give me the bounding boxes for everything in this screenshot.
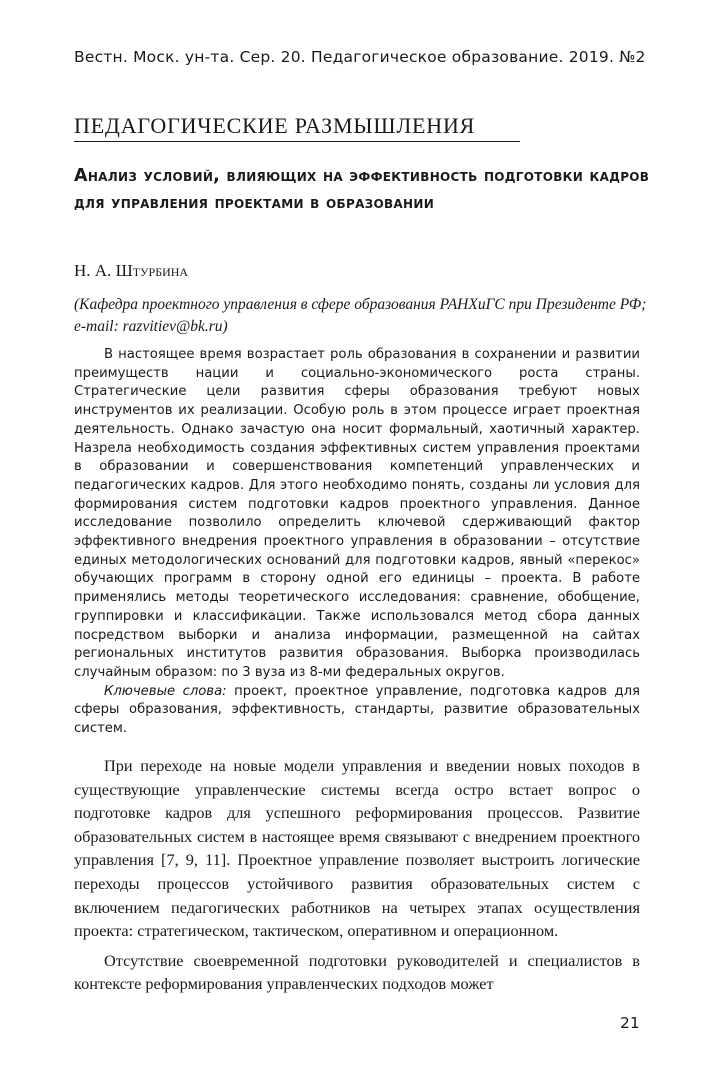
author-initials: Н. А. bbox=[74, 261, 116, 280]
abstract-text: В настоящее время возрастает роль образования в сохранении и развитии преимуществ нации и социально-экономического роста страны. Стратегические цели развития сферы образования требуют новых инструментов их реализации. Особую роль в этом процессе играет проектная деятельность. Однако зачастую она носит формальный, хаотичный характер. Назрела необходимость создания эффективных систем управления проектами в образовании и совершенствования компетенций управленческих и педагогических кадров. Для этого необходимо понять, созданы ли условия для формирования систем подготовки кадров проектного управления. Данное исследование позволило определить ключевой сдерживающий фактор эффективного внедрения проектного управления в образовании – отсутствие единых методологических оснований для подготовки кадров, явный «перекос» обучающих программ в сторону одной его единицы – проекта. В работе применялись методы теоретического исследования: сравнение, обобщение, группировки и классификации. Также использовался метод сбора данных посредством выборки и анализа информации, размещенной на сайтах региональных институтов развития образования. Выборка производилась случайным образом: по 3 вуза из 8-ми федеральных округов. bbox=[74, 347, 640, 680]
body-paragraph: При переходе на новые модели управления и введении новых походов в существующие управленческие системы всегда остро встает вопрос о подготовке кадров для успешного реформирования процессов. Развитие образовательных систем в настоящее время связывают с внедрением проектного управления [7, 9, 11]. Проектное управление позволяет выстроить логические переходы процессов устойчивого развития образовательных систем с включением педагогических работников на четырех этапах осуществления проекта: стратегическом, тактическом, оперативном и операционном. bbox=[74, 756, 640, 941]
keywords-text: проект, проектное управление, подготовка кадров для сферы образования, эффективность, стандарты, развитие образовательных систем. bbox=[74, 683, 640, 737]
body-paragraph: Отсутствие своевременной подготовки руководителей и специалистов в контексте реформирования управленческих подходов может bbox=[74, 950, 640, 994]
running-head: Вестн. Моск. ун-та. Сер. 20. Педагогическое образование. 2019. №2 bbox=[74, 48, 646, 66]
keywords-paragraph bbox=[74, 683, 640, 739]
author-affiliation: (Кафедра проектного управления в сфере образования РАНХиГС при Президенте РФ; e-mail: razvitiev@bk.ru) bbox=[74, 296, 647, 335]
section-title: ПЕДАГОГИЧЕСКИЕ РАЗМЫШЛЕНИЯ bbox=[74, 113, 476, 138]
article-title: Анализ условий, влияющих на эффективность подготовки кадров для управления проектами в образовании bbox=[74, 166, 650, 213]
author-surname: Штурбина bbox=[115, 261, 189, 280]
section-divider bbox=[74, 141, 520, 142]
page-number: 21 bbox=[620, 1014, 640, 1032]
abstract bbox=[74, 346, 640, 739]
keywords-label: Ключевые слова: bbox=[104, 683, 227, 699]
author-line bbox=[74, 261, 188, 281]
article-body bbox=[74, 754, 640, 1002]
